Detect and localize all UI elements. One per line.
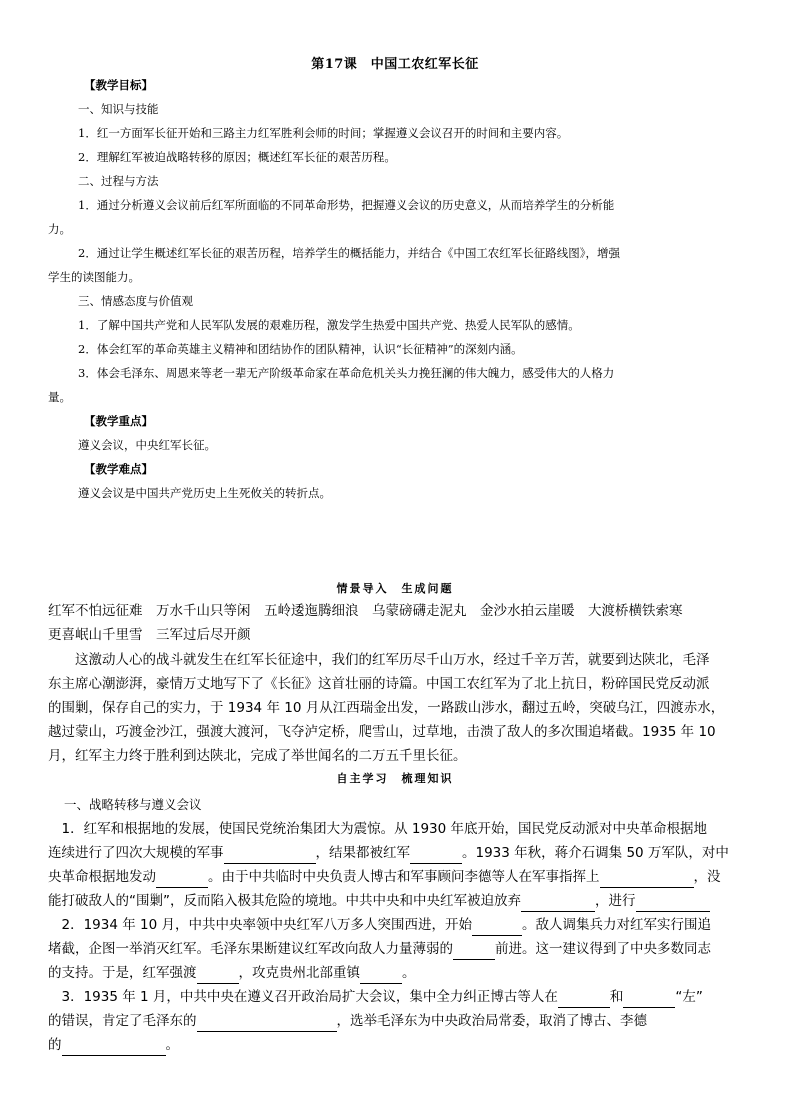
blank-8[interactable] [453,945,495,960]
section-1-header: 一、战略转移与遵义会议 [64,797,202,812]
blank-2[interactable] [410,849,462,864]
blank-6[interactable] [636,897,710,912]
emotion-item-3b: 量。 [48,390,71,404]
blank-10[interactable] [360,969,402,984]
s1-line-2-text-a: 连续进行了四次大规模的军事 [48,845,224,861]
s1-line-2 [48,842,729,864]
s2-line-2-text-b: 前进。这一建议得到了中央多数同志 [495,941,711,957]
process-item-1a: 1．通过分析遵义会议前后红军所面临的不同革命形势，把握遵义会议的历史意义，从而培养学生的分析能 [78,198,615,212]
s1-line-4-text-a: 能打破敌人的“围剿”，反而陷入极其危险的境地。中共中央和中央红军被迫放弃 [48,893,521,909]
intro-line-3: 的围剿，保存自己的实力，于 1934 年 10 月从江西瑞金出发，一路跋山涉水，翻过五岭，突破乌江，四渡赤水， [48,700,725,716]
s3-line-1-text-b: 和 [609,989,624,1005]
s1-line-3 [48,866,721,888]
poem-line-1: 红军不怕远征难 万水千山只等闲 五岭逶迤腾细浪 乌蒙磅礴走泥丸 金沙水拍云崖暖 大渡桥横铁索寒 [48,603,683,619]
s2-line-1 [48,914,711,936]
self-study-header: 自主学习 梳理知识 [336,772,454,785]
emotion-item-3a: 3．体会毛泽东、周恩来等老一辈无产阶级革命家在革命危机关头力挽狂澜的伟大魄力，感受伟大的人格力 [78,366,615,380]
knowledge-item-2: 2．理解红军被迫战略转移的原因；概述红军长征的艰苦历程。 [78,150,396,164]
s1-line-2-text-c: 。1933 年秋，蒋介石调集 50 万军队，对中 [462,845,729,861]
page-title: 第17课 中国工农红军长征 [311,57,479,72]
s1-line-3-text-a: 央革命根据地发动 [48,869,156,885]
process-item-2b: 学生的读图能力。 [48,270,140,284]
s3-line-1 [48,986,703,1008]
process-item-1b: 力。 [48,222,71,236]
s1-line-2-text-b: ，结果都被红军 [315,845,410,861]
intro-line-2: 东主席心潮澎湃，豪情万丈地写下了《长征》这首壮丽的诗篇。中国工农红军为了北上抗日，粉碎国民党反动派 [48,676,710,692]
intro-line-4: 越过蒙山，巧渡金沙江，强渡大渡河，飞夺泸定桥，爬雪山，过草地，击溃了敌人的多次围追堵截。1935 年 10 [48,724,716,740]
blank-11[interactable] [558,993,610,1008]
emotion-item-1: 1．了解中国共产党和人民军队发展的艰难历程，激发学生热爱中国共产党、热爱人民军队的感情。 [78,318,580,332]
key-header: 【教学重点】 [84,414,153,428]
knowledge-item-1: 1．红一方面军长征开始和三路主力红军胜利会师的时间；掌握遵义会议召开的时间和主要内容。 [78,126,569,140]
emotion-header: 三、情感态度与价值观 [78,294,193,308]
s3-line-3 [48,1034,179,1056]
s2-line-3-text-a: 的支持。于是，红军强渡 [48,965,197,981]
process-header: 二、过程与方法 [78,174,159,188]
s3-line-3-text-a: 的 [48,1037,62,1053]
s3-line-1-text-a: 3．1935 年 1 月，中共中央在遵义召开政治局扩大会议，集中全力纠正博古等人在 [48,989,558,1005]
s3-line-3-text-b: 。 [165,1037,179,1053]
s3-line-2-text-a: 的错误，肯定了毛泽东的 [48,1013,197,1029]
blank-7[interactable] [472,921,522,936]
process-item-2a: 2．通过让学生概述红军长征的艰苦历程，培养学生的概括能力，并结合《中国工农红军长征路线图》，增强 [78,246,621,260]
s3-line-2 [48,1010,647,1032]
intro-line-1: 这激动人心的战斗就发生在红军长征途中，我们的红军历尽千山万水，经过千辛万苦，就要到达陕北，毛泽 [48,652,710,668]
blank-1[interactable] [224,849,316,864]
blank-14[interactable] [62,1041,166,1056]
s1-line-3-text-b: 。由于中共临时中央负责人博古和军事顾问李德等人在军事指挥上 [208,869,600,885]
intro-header: 情景导入 生成问题 [336,582,454,595]
knowledge-header: 一、知识与技能 [78,102,159,116]
difficult-header: 【教学难点】 [84,462,153,476]
s1-line-4 [48,890,710,912]
blank-4[interactable] [600,873,694,888]
s3-line-2-text-b: ，选举毛泽东为中央政治局常委，取消了博古、李德 [336,1013,647,1029]
s2-line-2 [48,938,711,960]
s2-line-3-text-c: 。 [402,965,416,981]
s2-line-3 [48,962,416,984]
emotion-item-2: 2．体会红军的革命英雄主义精神和团结协作的团队精神，认识“长征精神”的深刻内涵。 [78,342,523,356]
objectives-header: 【教学目标】 [84,78,153,92]
blank-3[interactable] [156,873,208,888]
blank-9[interactable] [197,969,239,984]
s1-line-1: 1．红军和根据地的发展，使国民党统治集团大为震惊。从 1930 年底开始，国民党反动派对中央革命根据地 [48,821,708,837]
s3-line-1-text-c: “左” [675,989,703,1005]
s2-line-1-text-a: 2．1934 年 10 月，中共中央率领中央红军八万多人突围西进，开始 [48,917,472,933]
s2-line-3-text-b: ，攻克贵州北部重镇 [238,965,360,981]
difficult-text: 遵义会议是中国共产党历史上生死攸关的转折点。 [78,486,331,500]
s2-line-1-text-b: 。敌人调集兵力对红军实行围追 [522,917,711,933]
key-text: 遵义会议，中央红军长征。 [78,438,216,452]
blank-13[interactable] [197,1017,337,1032]
s1-line-4-text-b: ，进行 [595,893,636,909]
blank-12[interactable] [623,993,675,1008]
intro-line-5: 月，红军主力终于胜利到达陕北，完成了举世闻名的二万五千里长征。 [48,748,467,764]
s1-line-3-text-c: ，没 [693,869,721,885]
poem-line-2: 更喜岷山千里雪 三军过后尽开颜 [48,627,251,643]
s2-line-2-text-a: 堵截，企图一举消灭红军。毛泽东果断建议红军改向敌人力量薄弱的 [48,941,453,957]
blank-5[interactable] [521,897,595,912]
